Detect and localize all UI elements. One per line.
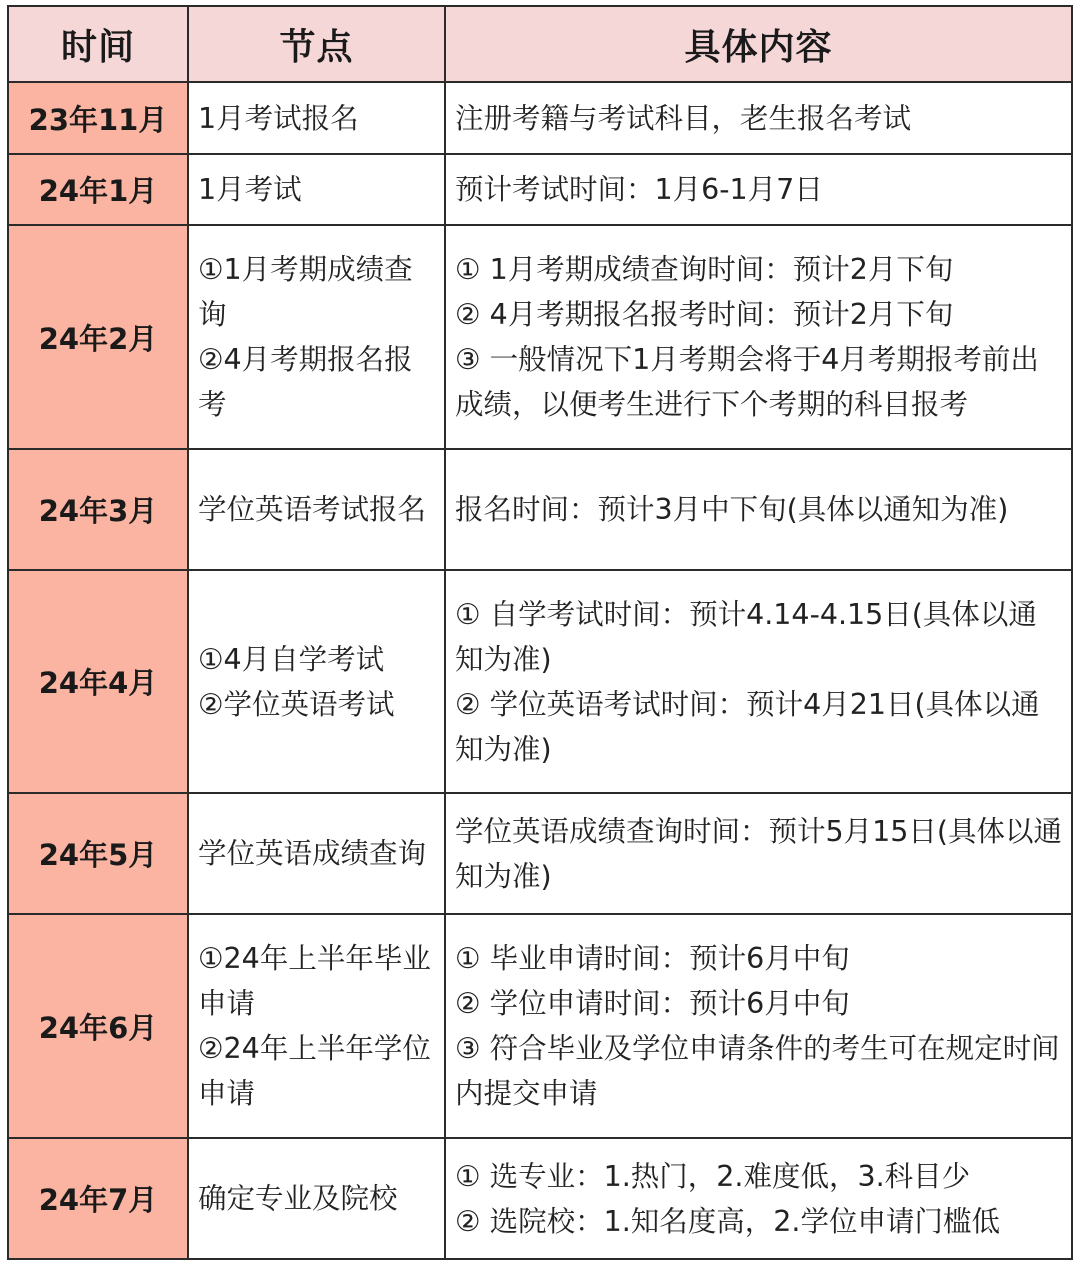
detail-cell [445,154,1072,225]
time-cell: 24年6月 [8,914,188,1138]
time-cell: 24年5月 [8,793,188,914]
table-row [8,914,1072,1138]
node-cell [188,570,445,793]
detail-cell [445,82,1072,154]
detail-cell [445,449,1072,570]
detail-line: ② 学位申请时间：预计6月中旬 [455,987,850,1020]
table-row [8,793,1072,914]
time-cell: 23年11月 [8,82,188,154]
detail-line: ① 毕业申请时间：预计6月中旬 [455,942,850,975]
time-cell: 24年2月 [8,225,188,449]
table-row [8,449,1072,570]
header-time: 时间 [8,6,188,82]
table-row [8,1138,1072,1259]
detail-line: ① 选专业：1.热门，2.难度低，3.科目少 [455,1159,971,1193]
header-row [8,6,1072,82]
table-header [8,6,1072,82]
detail-line: ① 自学考试时间：预计4.14-4.15日(具体以通知为准) [455,597,1037,676]
detail-cell [445,914,1072,1138]
detail-line: ② 学位英语考试时间：预计4月21日(具体以通知为准) [455,687,1040,766]
detail-cell [445,570,1072,793]
table-row [8,570,1072,793]
detail-line: ② 选院校：1.知名度高，2.学位申请门槛低 [455,1204,1000,1238]
detail-cell [445,1138,1072,1259]
node-line: ②24年上半年学位申请 [198,1032,431,1110]
node-line: ②学位英语考试 [198,687,395,721]
node-cell [188,225,445,449]
node-line: 1月考试报名 [198,101,359,135]
detail-line: ③ 一般情况下1月考期会将于4月考期报考前出成绩，以便考生进行下个考期的科目报考 [455,343,1039,421]
detail-line: 预计考试时间：1月6-1月7日 [455,173,823,206]
table-body [8,82,1072,1259]
detail-line: ① 1月考期成绩查询时间：预计2月下旬 [455,253,954,286]
detail-line: ② 4月考期报名报考时间：预计2月下旬 [455,298,954,331]
header-details: 具体内容 [445,6,1072,82]
time-cell: 24年3月 [8,449,188,570]
node-line: 学位英语成绩查询 [198,837,427,870]
time-cell: 24年1月 [8,154,188,225]
table-row [8,225,1072,449]
detail-line: 注册考籍与考试科目，老生报名考试 [455,101,912,135]
table-row [8,154,1072,225]
detail-line: 报名时间：预计3月中下旬(具体以通知为准) [455,493,1009,526]
node-cell [188,1138,445,1259]
node-line: 确定专业及院校 [198,1182,398,1215]
node-line: ①4月自学考试 [198,642,385,676]
header-node: 节点 [188,6,445,82]
node-cell [188,914,445,1138]
node-line: 1月考试 [198,173,302,206]
time-cell: 24年7月 [8,1138,188,1259]
detail-cell [445,793,1072,914]
detail-line: ③ 符合毕业及学位申请条件的考生可在规定时间内提交申请 [455,1032,1060,1110]
node-line: ①1月考期成绩查询 [198,253,413,331]
detail-cell [445,225,1072,449]
node-line: ①24年上半年毕业申请 [198,942,431,1020]
node-line: ②4月考期报名报考 [198,343,413,421]
node-cell [188,793,445,914]
node-cell [188,449,445,570]
schedule-table [7,5,1073,1260]
time-cell: 24年4月 [8,570,188,793]
table-row [8,82,1072,154]
node-line: 学位英语考试报名 [198,493,427,526]
node-cell [188,82,445,154]
node-cell [188,154,445,225]
detail-line: 学位英语成绩查询时间：预计5月15日(具体以通知为准) [455,814,1063,893]
